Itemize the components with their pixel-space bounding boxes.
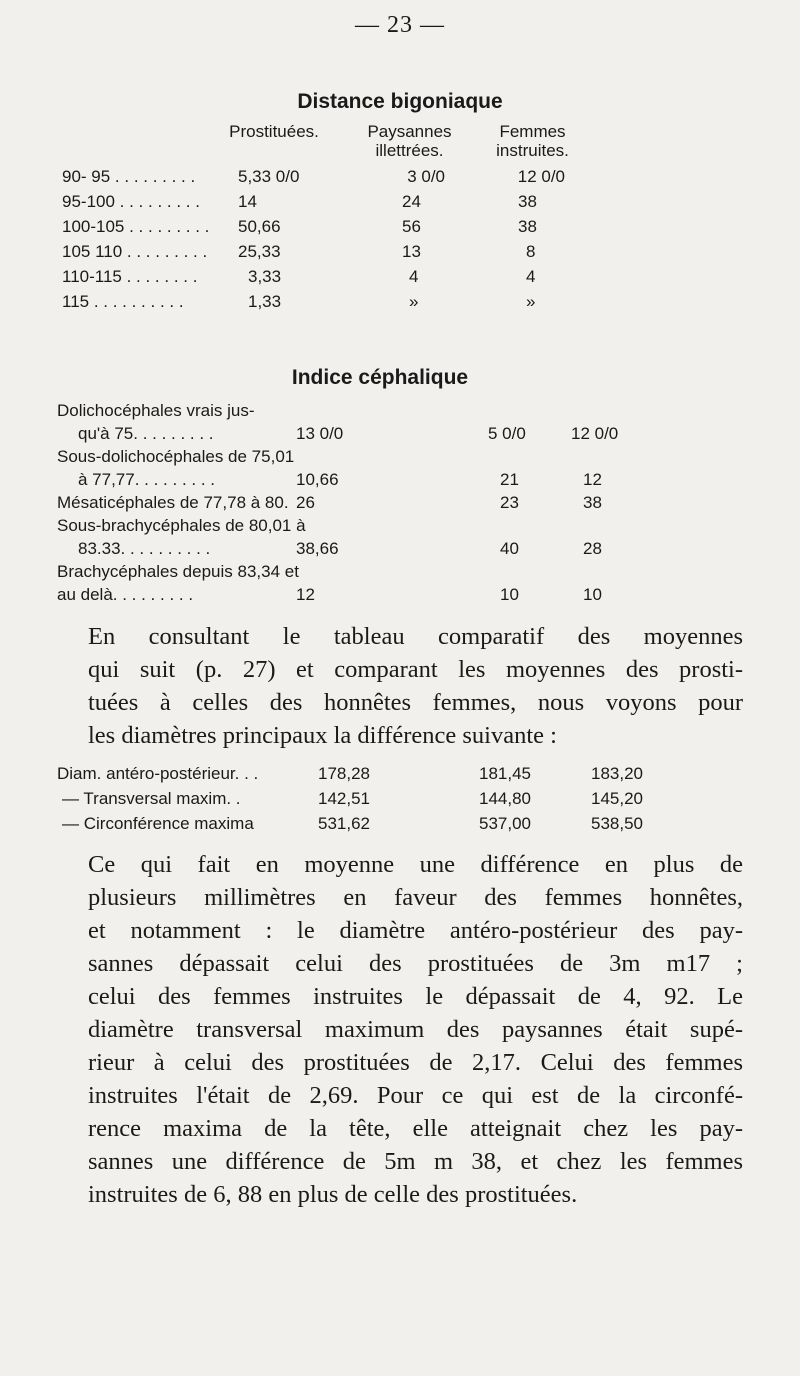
text-line: diamètre transversal maximum des paysannes était supé- [88,1016,743,1043]
table-row: Diam. antéro-postérieur. . . 178,28 181,45 183,20 [57,764,643,783]
text-line: tuées à celles des honnêtes femmes, nous voyons pour [88,689,743,716]
table-row: — Circonférence maxima 531,62 537,00 538,50 [62,814,643,833]
header-prostituees: Prostituées. [229,122,319,141]
text-line: instruites l'était de 2,69. Pour ce qui est de la circonfé- [88,1082,743,1109]
table-row: à 77,77. . . . . . . . . 10,66 21 12 [78,470,602,489]
table-row: qu'à 75. . . . . . . . . 13 0/0 5 0/0 12 0/0 [78,424,619,443]
header-femmes-sub: instruites. [496,141,569,160]
indice-row-label: Sous-dolichocéphales de 75,01 [57,447,295,466]
text-line: sannes une différence de 5m m 38, et chez les femmes [88,1148,743,1175]
table-row: 90- 95 . . . . . . . . . 5,33 0/0 3 0/0 12 0/0 [62,167,565,186]
table-row: 95-100 . . . . . . . . . 14 24 38 [62,192,537,211]
header-femmes: Femmes [499,122,566,141]
text-line: celui des femmes instruites le dépassait de 4, 92. Le [88,983,743,1010]
text-line: rence maxima de la tête, elle atteignait chez les pay- [88,1115,743,1142]
table-row: Mésaticéphales de 77,78 à 80. 26 23 38 [57,493,602,512]
text-line: rieur à celui des prostituées de 2,17. Celui des femmes [88,1049,743,1076]
table-row: 105 110 . . . . . . . . . 25,33 13 8 [62,242,536,261]
text-line: instruites de 6, 88 en plus de celle des prostituées. [88,1181,578,1208]
table-row: 83.33. . . . . . . . . . 38,66 40 28 [78,539,602,558]
indice-row-label: Sous-brachycéphales de 80,01 à [57,516,306,535]
text-line: et notamment : le diamètre antéro-postérieur des pay- [88,917,743,944]
text-line: les diamètres principaux la différence suivante : [88,722,557,749]
text-line: plusieurs millimètres en faveur des femmes honnêtes, [88,884,743,911]
text-line: En consultant le tableau comparatif des moyennes [88,623,743,650]
header-paysannes: Paysannes [367,122,452,141]
table-row: — Transversal maxim. . 142,51 144,80 145,20 [62,789,643,808]
text-line: Ce qui fait en moyenne une différence en plus de [88,851,743,878]
table-row: 115 . . . . . . . . . . 1,33 » » [62,292,536,311]
table-row: 100-105 . . . . . . . . . 50,66 56 38 [62,217,537,236]
text-line: qui suit (p. 27) et comparant les moyennes des prosti- [88,656,743,683]
text-line: sannes dépassait celui des prostituées de 3m m17 ; [88,950,743,977]
paragraph-conclusion [88,848,743,1211]
page-number: — 23 — [355,12,445,38]
table-row: 110-115 . . . . . . . . 3,33 4 4 [62,267,536,286]
table-row: au delà. . . . . . . . . 12 10 10 [57,585,602,604]
indice-row-label: Brachycéphales depuis 83,34 et [57,562,299,581]
header-paysannes-sub: illettrées. [375,141,444,160]
distance-title: Distance bigoniaque [297,90,503,113]
paragraph-intro [88,620,743,752]
indice-row-label: Dolichocéphales vrais jus- [57,401,255,420]
indice-title: Indice céphalique [291,366,469,389]
